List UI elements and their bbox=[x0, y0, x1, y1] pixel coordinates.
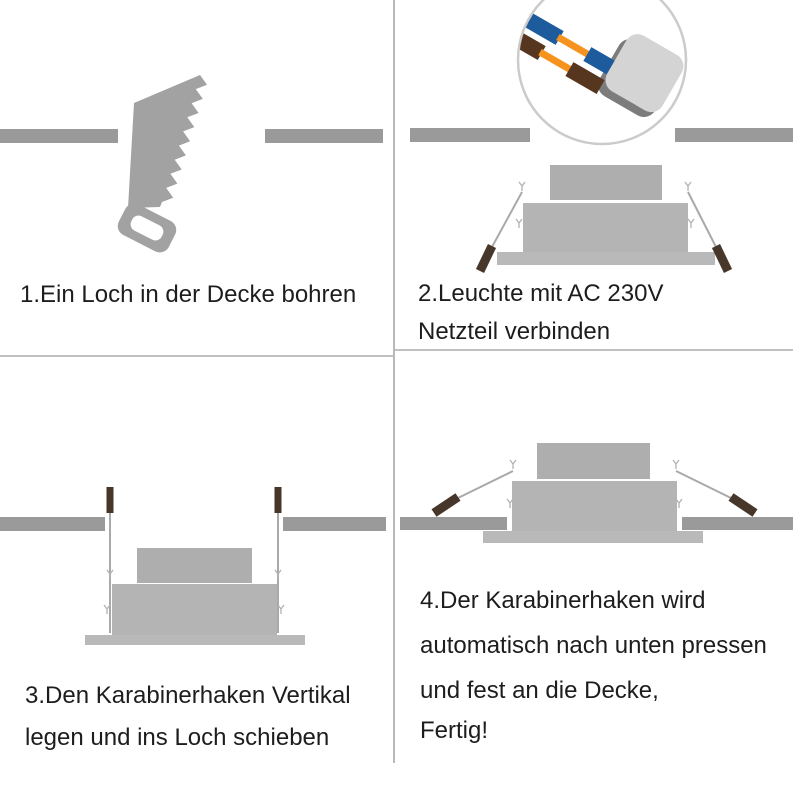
downlight-driver-box bbox=[550, 165, 662, 200]
downlight-body bbox=[512, 481, 677, 531]
spring-clip-right bbox=[688, 192, 716, 247]
ceiling-left-bar bbox=[0, 129, 118, 143]
step-4-caption-line-3: und fest an die Decke, bbox=[420, 677, 659, 704]
vertical-divider bbox=[393, 0, 395, 763]
step-2-caption-line-2: Netzteil verbinden bbox=[418, 318, 611, 345]
clip-tip-left bbox=[480, 246, 492, 271]
downlight-flange bbox=[497, 252, 715, 265]
downlight-flange bbox=[483, 531, 703, 543]
ceiling-right-bar bbox=[682, 517, 793, 530]
ceiling-right-bar bbox=[265, 129, 383, 143]
step-3-caption-line-1: 3.Den Karabinerhaken Vertikal bbox=[25, 682, 351, 709]
downlight-body bbox=[112, 584, 277, 635]
step-3-panel bbox=[0, 356, 393, 800]
downlight-driver-box bbox=[137, 548, 252, 583]
spring-clip-left bbox=[458, 471, 513, 498]
clip-bracket-mark bbox=[519, 182, 525, 191]
step-2-caption-line-1: 2.Leuchte mit AC 230V bbox=[418, 280, 664, 307]
step-3-caption-line-2: legen und ins Loch schieben bbox=[25, 724, 330, 751]
clip-tip-right bbox=[731, 497, 755, 513]
step-4-caption-line-4: Fertig! bbox=[420, 717, 489, 744]
ceiling-left-bar bbox=[410, 128, 530, 142]
step-1-caption-line-1: 1.Ein Loch in der Decke bohren bbox=[20, 281, 357, 308]
clip-tip-left bbox=[434, 497, 458, 513]
spring-clip-right bbox=[676, 471, 731, 498]
downlight-driver-box bbox=[537, 443, 650, 479]
clip-bracket-mark bbox=[673, 460, 679, 469]
clip-bracket-mark bbox=[688, 219, 694, 228]
ceiling-left-bar bbox=[400, 517, 507, 530]
saw-blade bbox=[128, 75, 207, 208]
saw-handle bbox=[114, 200, 179, 256]
saw-icon bbox=[114, 75, 207, 256]
clip-bracket-mark bbox=[685, 182, 691, 191]
horizontal-divider-left bbox=[0, 355, 393, 357]
clip-tip-right bbox=[275, 487, 282, 513]
clip-bracket-mark bbox=[516, 219, 522, 228]
step-4-caption-line-2: automatisch nach unten pressen bbox=[420, 632, 767, 659]
spring-clip-left bbox=[492, 192, 522, 247]
step-1-panel bbox=[0, 0, 393, 355]
step-2-panel bbox=[394, 0, 800, 349]
step-4-caption-line-1: 4.Der Karabinerhaken wird bbox=[420, 587, 706, 614]
clip-tip-left bbox=[107, 487, 114, 513]
clip-bracket-mark bbox=[510, 460, 516, 469]
ceiling-right-bar bbox=[675, 128, 793, 142]
clip-tip-right bbox=[716, 246, 728, 271]
horizontal-divider-right bbox=[395, 349, 793, 351]
ceiling-right-bar bbox=[283, 517, 386, 531]
ceiling-left-bar bbox=[0, 517, 105, 531]
downlight-flange bbox=[85, 635, 305, 645]
step-4-panel bbox=[394, 350, 800, 800]
downlight-body bbox=[523, 203, 688, 252]
